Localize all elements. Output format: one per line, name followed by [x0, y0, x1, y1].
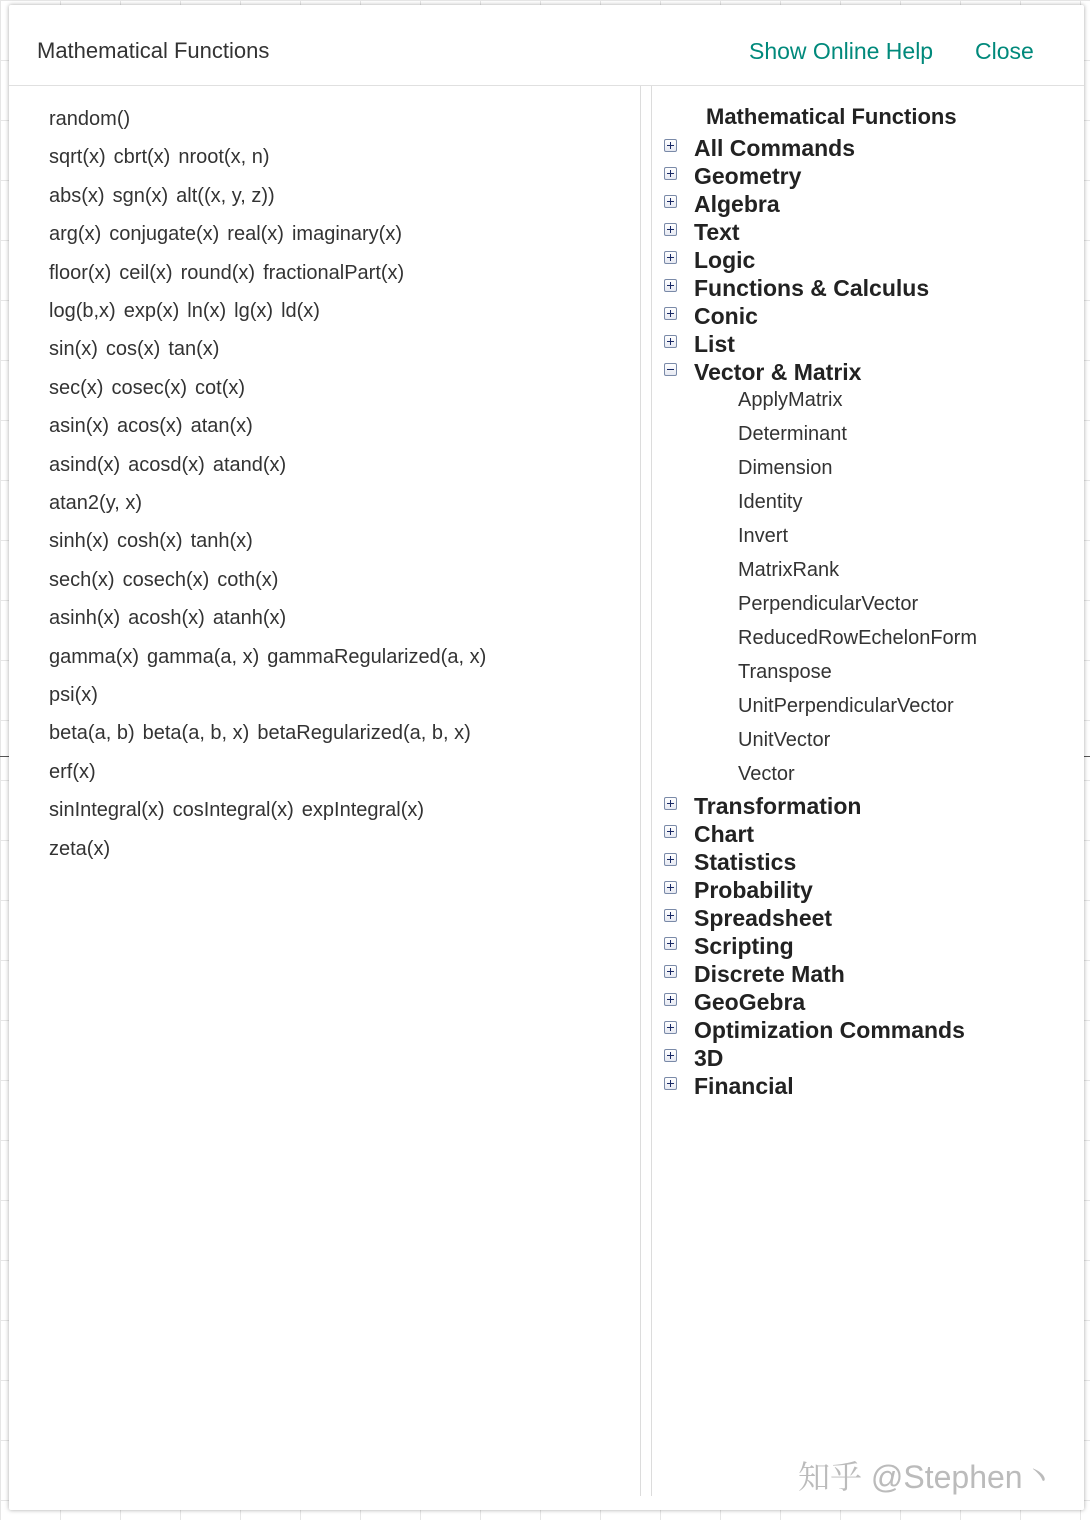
tree-category-spreadsheet[interactable]: [664, 905, 832, 931]
expand-icon[interactable]: [664, 223, 677, 236]
tree-command-invert[interactable]: Invert: [738, 525, 789, 547]
expand-icon[interactable]: [664, 825, 677, 838]
tree-command-transpose[interactable]: Transpose: [738, 661, 832, 683]
tree-category-label: 3D: [694, 1045, 724, 1071]
function-row: [49, 146, 278, 169]
function-row: [49, 338, 227, 361]
function-row: [49, 569, 286, 592]
tree-command-perpendicularvector[interactable]: PerpendicularVector: [738, 593, 919, 615]
function-item[interactable]: cosh(x): [117, 530, 183, 553]
tree-category-label: Text: [694, 219, 740, 245]
function-item[interactable]: gammaRegularized(a, x): [267, 645, 487, 668]
function-item[interactable]: sec(x): [49, 376, 104, 399]
function-item[interactable]: sqrt(x): [49, 146, 106, 169]
function-item[interactable]: nroot(x, n): [178, 146, 270, 169]
function-item[interactable]: gamma(x): [49, 645, 140, 668]
expand-icon[interactable]: [664, 993, 677, 1006]
tree-category-label: Optimization Commands: [694, 1017, 965, 1043]
tree-category-label: Chart: [694, 821, 755, 847]
function-item[interactable]: cot(x): [195, 376, 246, 399]
function-item[interactable]: acos(x): [117, 415, 183, 438]
function-row: [49, 454, 294, 477]
expand-icon[interactable]: [664, 797, 677, 810]
tree-category-label: Discrete Math: [694, 961, 845, 987]
expand-icon[interactable]: [664, 881, 677, 894]
function-item[interactable]: sin(x): [49, 338, 98, 361]
function-item[interactable]: conjugate(x): [109, 223, 220, 246]
tree-category-label: Financial: [694, 1073, 794, 1099]
dialog-title: Mathematical Functions: [37, 38, 270, 63]
function-row: [49, 492, 150, 515]
tree-category-conic[interactable]: [664, 303, 758, 329]
expand-icon[interactable]: [664, 251, 677, 264]
tree-command-matrixrank[interactable]: MatrixRank: [738, 559, 840, 581]
tree-category-all-commands[interactable]: [664, 135, 855, 161]
watermark: 知乎 @Stephen丶: [798, 1459, 1055, 1495]
function-item[interactable]: cosech(x): [122, 568, 210, 591]
tree-command-dimension[interactable]: Dimension: [738, 457, 833, 479]
function-item[interactable]: asinh(x): [49, 607, 121, 630]
function-row: [49, 799, 432, 822]
function-item[interactable]: atan2(y, x): [49, 492, 142, 514]
tree-category-label: Statistics: [694, 849, 797, 875]
tree-category-list[interactable]: [664, 331, 735, 357]
tree-command-identity[interactable]: Identity: [738, 491, 803, 513]
tree-category-3d[interactable]: [664, 1045, 723, 1071]
expand-icon[interactable]: [664, 1077, 677, 1090]
function-item[interactable]: real(x): [227, 223, 284, 246]
function-row: [49, 185, 283, 208]
function-item[interactable]: ceil(x): [119, 261, 173, 284]
tree-category-label: Vector & Matrix: [694, 359, 862, 385]
function-item[interactable]: cos(x): [105, 338, 161, 361]
tree-category-discrete-math[interactable]: [664, 961, 845, 987]
function-row: [49, 530, 261, 553]
expand-icon[interactable]: [664, 139, 677, 152]
expand-icon[interactable]: [664, 167, 677, 180]
expand-icon[interactable]: [664, 965, 677, 978]
function-item[interactable]: floor(x): [49, 261, 112, 284]
function-item[interactable]: tanh(x): [190, 530, 253, 553]
function-row: [49, 684, 106, 707]
function-item[interactable]: sinIntegral(x): [49, 799, 165, 822]
expand-icon[interactable]: [664, 335, 677, 348]
function-item[interactable]: betaRegularized(a, b, x): [257, 722, 471, 745]
tree-category-label: Scripting: [694, 933, 794, 959]
tree-command-unitvector[interactable]: UnitVector: [738, 729, 831, 751]
tree-category-label: Functions & Calculus: [694, 275, 930, 301]
tree-category-transformation[interactable]: [664, 793, 861, 819]
function-item[interactable]: gamma(a, x): [147, 645, 260, 668]
function-item[interactable]: tan(x): [168, 338, 220, 361]
function-item[interactable]: beta(a, b): [49, 722, 135, 745]
function-item[interactable]: sgn(x): [112, 184, 169, 207]
expand-icon[interactable]: [664, 1021, 677, 1034]
tree-category-label: Transformation: [694, 793, 862, 819]
function-item[interactable]: round(x): [180, 261, 256, 284]
function-item[interactable]: cosIntegral(x): [172, 799, 294, 822]
function-row: [49, 262, 412, 285]
function-row: [49, 108, 138, 131]
expand-icon[interactable]: [664, 909, 677, 922]
function-item[interactable]: psi(x): [49, 684, 98, 706]
math-functions-dialog: [9, 5, 1084, 1510]
function-item[interactable]: sech(x): [49, 568, 115, 591]
tree-category-label: Geometry: [694, 163, 802, 189]
tree-category-vector-matrix[interactable]: [664, 359, 861, 385]
tree-category-label: GeoGebra: [694, 989, 806, 1015]
show-online-help-button[interactable]: Show Online Help: [749, 38, 934, 64]
tree-command-unitperpendicularvector[interactable]: UnitPerpendicularVector: [738, 695, 954, 717]
tree-category-logic[interactable]: [664, 247, 755, 273]
tree-title: Mathematical Functions: [706, 104, 957, 129]
function-item[interactable]: cbrt(x): [113, 146, 171, 169]
tree-category-label: Probability: [694, 877, 813, 903]
function-item[interactable]: atanh(x): [212, 607, 287, 630]
tree-category-financial[interactable]: [664, 1073, 794, 1099]
function-item[interactable]: exp(x): [123, 300, 180, 322]
tree-command-reducedrowechelonform[interactable]: ReducedRowEchelonForm: [738, 627, 978, 649]
function-item[interactable]: ld(x): [281, 300, 320, 322]
dialog-header: [9, 5, 1084, 86]
function-item[interactable]: cosec(x): [111, 376, 188, 399]
close-button[interactable]: Close: [975, 38, 1034, 64]
function-row: [49, 761, 104, 784]
function-item[interactable]: arg(x): [49, 223, 102, 246]
tree-category-label: Spreadsheet: [694, 905, 833, 931]
function-item[interactable]: asin(x): [49, 415, 110, 438]
function-item[interactable]: atand(x): [212, 453, 287, 476]
tree-category-algebra[interactable]: [664, 191, 780, 217]
function-item[interactable]: asind(x): [49, 453, 121, 476]
expand-icon[interactable]: [664, 937, 677, 950]
function-row: [49, 415, 261, 438]
tree-command-applymatrix[interactable]: ApplyMatrix: [738, 389, 843, 411]
function-item[interactable]: ln(x): [187, 300, 227, 322]
tree-command-vector[interactable]: Vector: [738, 763, 795, 785]
tree-category-probability[interactable]: [664, 877, 813, 903]
tree-category-label: Algebra: [694, 191, 780, 217]
tree-category-geometry[interactable]: [664, 163, 801, 189]
function-item[interactable]: fractionalPart(x): [263, 261, 405, 284]
function-item[interactable]: sinh(x): [49, 530, 110, 553]
function-item[interactable]: imaginary(x): [291, 223, 402, 246]
tree-category-scripting[interactable]: [664, 933, 794, 959]
tree-category-statistics[interactable]: [664, 849, 796, 875]
collapse-icon[interactable]: [664, 363, 677, 376]
function-row: [49, 223, 410, 246]
function-item[interactable]: erf(x): [49, 760, 96, 783]
function-item[interactable]: coth(x): [217, 568, 279, 591]
function-row: [49, 377, 253, 400]
function-row: [49, 646, 494, 669]
command-tree-panel: [651, 86, 1082, 1496]
function-item[interactable]: beta(a, b, x): [142, 722, 250, 745]
function-list-panel: [23, 86, 641, 1496]
function-item[interactable]: alt((x, y, z)): [176, 184, 275, 207]
tree-category-chart[interactable]: [664, 821, 754, 847]
tree-command-determinant[interactable]: Determinant: [738, 423, 847, 445]
function-item[interactable]: random(): [49, 108, 131, 130]
tree-category-optimization-commands[interactable]: [664, 1017, 965, 1043]
function-row: [49, 607, 294, 630]
expand-icon[interactable]: [664, 307, 677, 320]
tree-category-text[interactable]: [664, 219, 740, 245]
function-item[interactable]: abs(x): [49, 184, 105, 207]
function-item[interactable]: acosh(x): [128, 607, 205, 630]
function-item[interactable]: acosd(x): [128, 453, 205, 476]
tree-category-functions-calculus[interactable]: [664, 275, 929, 301]
function-item[interactable]: lg(x): [234, 300, 274, 322]
expand-icon[interactable]: [664, 279, 677, 292]
tree-category-label: All Commands: [694, 135, 856, 161]
expand-icon[interactable]: [664, 1049, 677, 1062]
function-row: [49, 300, 328, 323]
function-item[interactable]: atan(x): [190, 415, 253, 438]
function-item[interactable]: log(b,x): [49, 300, 116, 322]
expand-icon[interactable]: [664, 853, 677, 866]
tree-category-label: List: [694, 331, 735, 357]
function-item[interactable]: zeta(x): [49, 837, 111, 860]
function-row: [49, 838, 118, 861]
tree-category-label: Conic: [694, 303, 758, 329]
function-row: [49, 722, 479, 745]
expand-icon[interactable]: [664, 195, 677, 208]
function-item[interactable]: expIntegral(x): [301, 799, 425, 822]
tree-category-geogebra[interactable]: [664, 989, 805, 1015]
tree-category-label: Logic: [694, 247, 756, 273]
